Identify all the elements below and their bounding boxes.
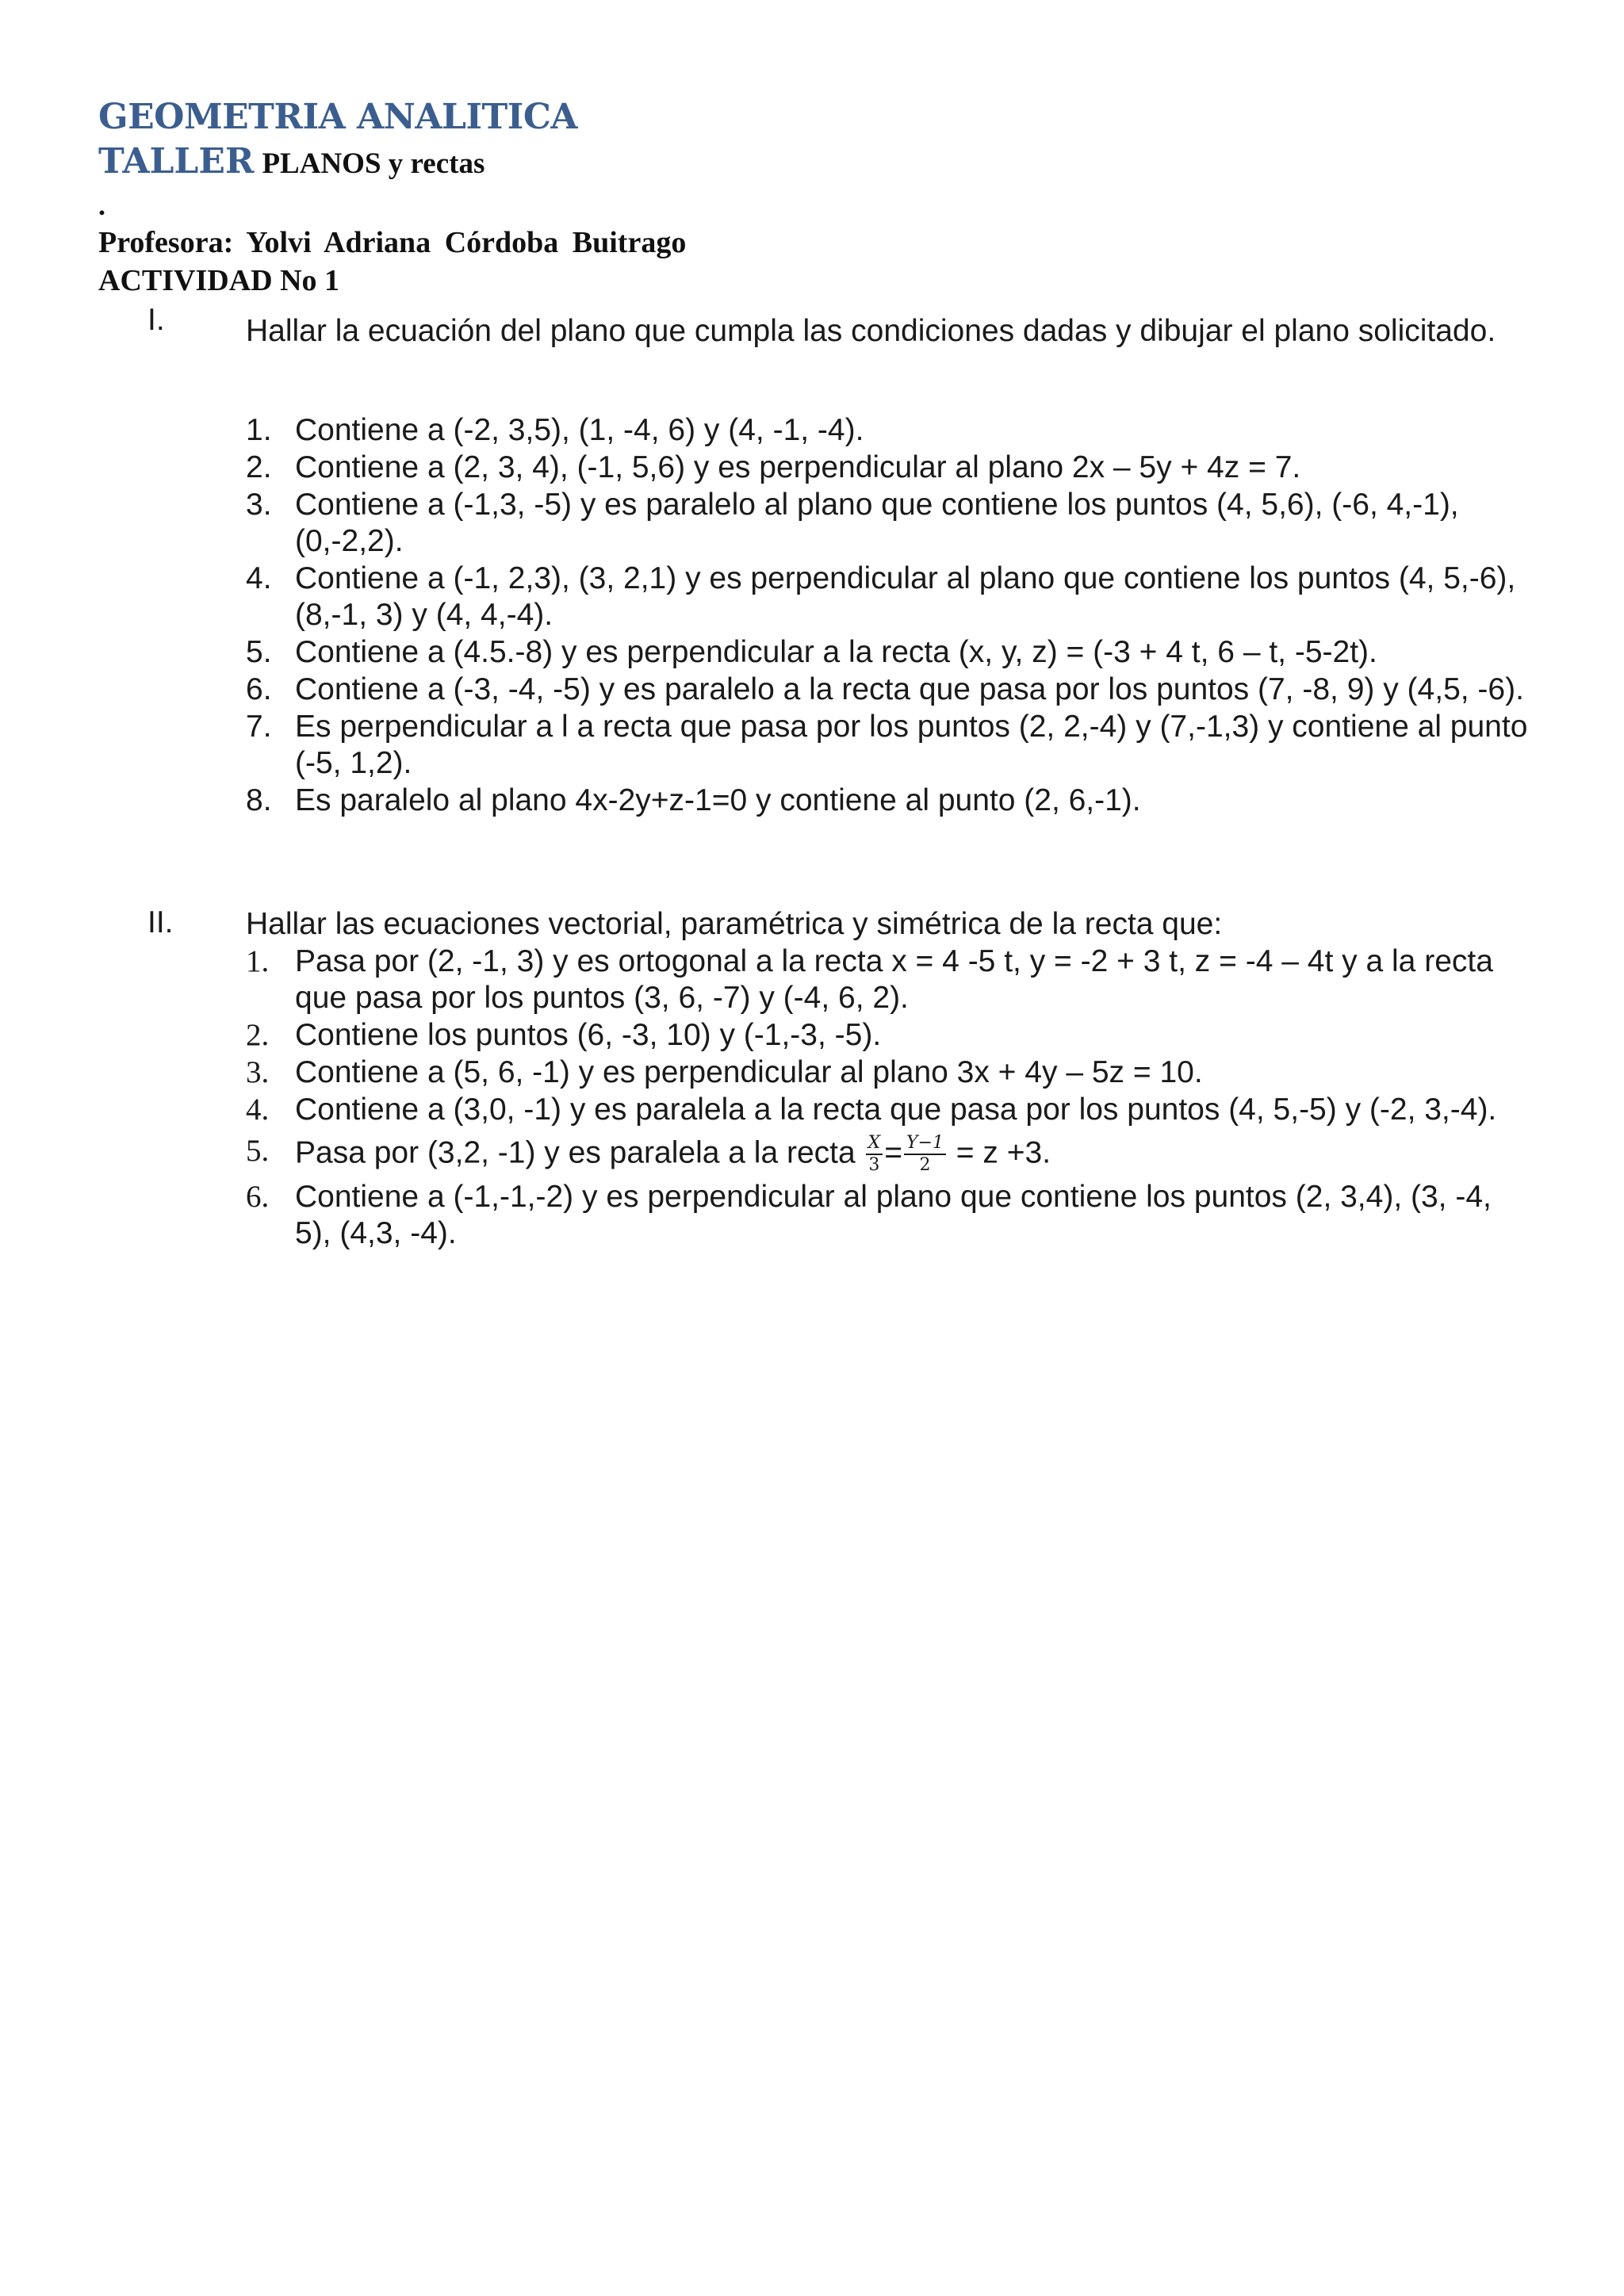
item-number: 1.: [246, 944, 270, 978]
course-title: GEOMETRIA ANALITICA: [98, 97, 578, 137]
list-item: [246, 1017, 1530, 1054]
fraction-y-minus-1-over-2: [904, 1133, 946, 1176]
stray-dot: .: [98, 189, 105, 221]
item-text: Pasa por (2, -1, 3) y es ortogonal a la recta x = 4 -5 t, y = -2 + 3 t, z = -4 – 4t y a la recta que pasa por los puntos (3, 6, -7) y (-4, 6, 2).: [295, 944, 1493, 1015]
item-number: 4.: [246, 561, 272, 595]
item-text-post: = z +3.: [956, 1135, 1051, 1170]
item-text: Contiene a (5, 6, -1) y es perpendicular al plano 3x + 4y – 5z = 10.: [295, 1055, 1203, 1089]
item-number: 2.: [246, 450, 272, 484]
item-number: 7.: [246, 710, 272, 744]
fraction-denominator: 3: [868, 1155, 880, 1175]
section2-list: [246, 943, 1530, 1253]
item-text: Contiene a (2, 3, 4), (-1, 5,6) y es perpendicular al plano 2x – 5y + 4z = 7.: [295, 450, 1301, 484]
item-number: 8.: [246, 783, 272, 817]
taller-subtitle: PLANOS y rectas: [262, 147, 485, 180]
item-text: Es paralelo al plano 4x-2y+z-1=0 y contiene al punto (2, 6,-1).: [295, 783, 1141, 817]
list-item: [246, 943, 1530, 1016]
item-number: 2.: [246, 1018, 270, 1052]
item-number: 6.: [246, 1180, 270, 1214]
taller-label: TALLER: [98, 141, 255, 182]
fraction-denominator: 2: [919, 1155, 931, 1175]
list-item: [246, 672, 1530, 708]
item-number: 4.: [246, 1093, 270, 1127]
equals-sign: =: [884, 1135, 902, 1170]
list-item: [246, 561, 1530, 633]
item-text: Contiene a (-3, -4, -5) y es paralelo a la recta que pasa por los puntos (7, -8, 9) y (4,5, -6).: [295, 672, 1524, 706]
item-text: Es perpendicular a l a recta que pasa por los puntos (2, 2,-4) y (7,-1,3) y contiene al punto (-5, 1,2).: [295, 710, 1528, 780]
list-item: [246, 709, 1530, 782]
item-text: Contiene a (-1, 2,3), (3, 2,1) y es perpendicular al plano que contiene los puntos (4, 5,-6), (8,-1, 3) y (4, 4,-4).: [295, 561, 1516, 632]
item-number: 3.: [246, 488, 272, 522]
item-text: Contiene los puntos (6, -3, 10) y (-1,-3, -5).: [295, 1018, 882, 1052]
section1-instruction: Hallar la ecuación del plano que cumpla las condiciones dadas y dibujar el plano solicitado.: [246, 314, 1496, 348]
teacher-name: Profesora: Yolvi Adriana Córdoba Buitrago: [98, 226, 687, 259]
item-text: Contiene a (-1,-1,-2) y es perpendicular al plano que contiene los puntos (2, 3,4), (3, -4, 5), (4,3, -4).: [295, 1180, 1492, 1250]
list-item: [246, 1133, 1530, 1176]
item-text: Contiene a (-2, 3,5), (1, -4, 6) y (4, -1, -4).: [295, 413, 864, 447]
item-number: 5.: [246, 1134, 270, 1168]
item-text: Contiene a (-1,3, -5) y es paralelo al plano que contiene los puntos (4, 5,6), (-6, 4,-1), (0,-2,2).: [295, 488, 1459, 558]
fraction-x-over-3: [866, 1133, 883, 1176]
taller-heading: [98, 141, 485, 182]
activity-label: ACTIVIDAD No 1: [98, 264, 340, 297]
list-item: [246, 1092, 1530, 1128]
list-item: [246, 1054, 1530, 1091]
item-text: Contiene a (3,0, -1) y es paralela a la recta que pasa por los puntos (4, 5,-5) y (-2, 3,-4).: [295, 1093, 1497, 1127]
section1-list: [246, 412, 1530, 820]
fraction-numerator: X: [866, 1133, 883, 1155]
list-item: [246, 450, 1530, 486]
list-item: [246, 487, 1530, 560]
list-item: [246, 634, 1530, 671]
list-item: [246, 1179, 1530, 1252]
list-item: [246, 783, 1530, 819]
list-item: [246, 412, 1530, 449]
section2-numeral: II.: [147, 905, 174, 939]
item-text: Contiene a (4.5.-8) y es perpendicular a la recta (x, y, z) = (-3 + 4 t, 6 – t, -5-2t).: [295, 635, 1377, 669]
section1-numeral: I.: [147, 303, 165, 337]
item-number: 3.: [246, 1055, 270, 1089]
item-number: 6.: [246, 672, 272, 706]
item-text-pre: Pasa por (3,2, -1) y es paralela a la recta: [295, 1135, 856, 1170]
fraction-numerator: Y−1: [904, 1133, 946, 1155]
item-number: 1.: [246, 413, 272, 447]
item-number: 5.: [246, 635, 272, 669]
section2-instruction: Hallar las ecuaciones vectorial, paramétrica y simétrica de la recta que:: [246, 907, 1223, 941]
